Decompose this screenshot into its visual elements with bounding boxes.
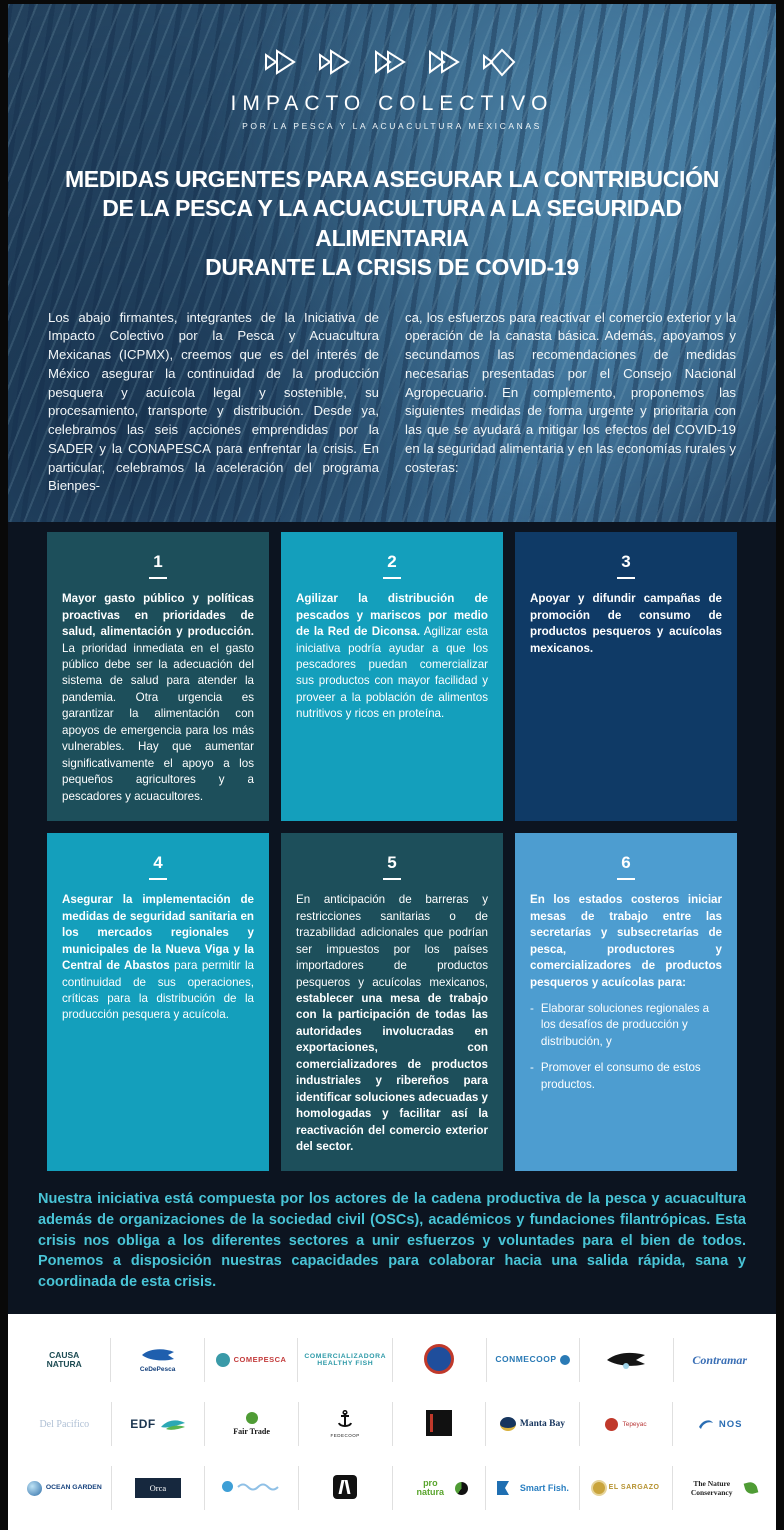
logo-label: Contramar	[692, 1352, 748, 1367]
logo-label: OCEAN GARDEN	[45, 1484, 102, 1492]
fish-icon	[318, 48, 358, 78]
logo-blue-wave	[205, 1466, 299, 1510]
wave-icon	[160, 1417, 186, 1431]
logo-label: NOS	[718, 1418, 743, 1430]
seal-icon	[424, 1344, 454, 1374]
card-3-strong: Apoyar y difundir campañas de promoción de consumo de productos pesqueros y acuícolas mexicanos.	[530, 592, 722, 655]
fish-icon	[480, 48, 520, 78]
card-number: 5	[296, 851, 488, 880]
logo-label: Tepeyac	[622, 1420, 647, 1428]
card-2-strong: Agilizar la distribución de pescados y mariscos por medio de la Red de Diconsa.	[296, 592, 488, 639]
cards-row-2	[47, 833, 737, 1171]
wavy-script-icon	[237, 1482, 281, 1492]
card-5-strong: establecer una mesa de trabajo con la participación de todas las autoridades involucradas en exportaciones, con comercializadores de productos industriales y ribereños para identificar soluciones adecuadas y homologadas y facilitar así la reactivación del comercio exterior del sector.	[296, 991, 489, 1154]
logo-ocean-garden	[18, 1466, 112, 1510]
logo-row-2	[18, 1392, 766, 1456]
card-2-body: Agilizar esta iniciativa podría ayudar a que los pescadores puedan comercializar sus productos con mayor facilidad y proveer a la población de alimentos nutritivos y ricos en proteína.	[296, 625, 488, 721]
hero-section	[8, 4, 776, 522]
intro-paragraphs	[48, 309, 736, 496]
card-number: 4	[62, 851, 254, 880]
cards-row-1	[47, 532, 737, 821]
logo-smartfish	[486, 1466, 580, 1510]
logo-label: COMERCIALIZADORA HEALTHY FISH	[304, 1352, 387, 1368]
logo-label: EDF	[130, 1417, 156, 1432]
logo-label: EL SARGAZO	[608, 1484, 660, 1492]
red-mark-icon	[605, 1418, 618, 1431]
fish-icon	[264, 48, 304, 78]
title-line-2: DE LA PESCA Y LA ACUACULTURA A LA SEGURIDAD ALIMENTARIA	[102, 195, 682, 251]
logo-manta-bay	[486, 1402, 580, 1446]
logo-label: The Nature Conservancy	[690, 1479, 733, 1498]
fish-icon	[372, 48, 412, 78]
measure-card-3	[515, 532, 737, 821]
monogram-icon	[333, 1475, 357, 1499]
logo-nos	[673, 1402, 766, 1446]
logo-label: COMEPESCA	[233, 1355, 287, 1365]
logo-fair-trade	[205, 1402, 299, 1446]
card-number: 3	[530, 550, 722, 579]
card-1-strong: Mayor gasto público y políticas proactivas en prioridades de salud, alimentación y producción.	[62, 592, 254, 639]
logo-label: CeDePesca	[139, 1366, 176, 1374]
fish-flag-icon	[496, 1480, 516, 1496]
marlin-fish-icon	[605, 1349, 647, 1369]
logo-nature-conservancy	[673, 1466, 766, 1510]
fish-swirl-icon	[697, 1417, 715, 1431]
logo-causa-natura	[18, 1338, 111, 1382]
leaf-icon	[743, 1481, 758, 1496]
fish-icon	[426, 48, 466, 78]
dome-icon	[222, 1481, 233, 1492]
logo-el-sargazo	[580, 1466, 674, 1510]
brand-block	[48, 48, 736, 131]
logo-black-emblem	[299, 1466, 393, 1510]
measures-section	[8, 522, 776, 1171]
logo-label: Fair Trade	[233, 1427, 270, 1437]
logo-label: CONMECOOP	[495, 1354, 557, 1365]
logo-fedecoop	[299, 1402, 393, 1446]
card-1-body: La prioridad inmediata en el gasto público debe ser la adecuación del sistema de salud para atender la pandemia. Otra urgencia es garantizar la alimentación con apoyos de emergencia para los más vulnerables. Hay que aumentar significativamente el apoyo a los pequeños agricultores y a pescadores y acuacultores.	[62, 641, 254, 803]
page-title	[48, 165, 736, 283]
intro-column-1: Los abajo firmantes, integrantes de la Iniciativa de Impacto Colectivo por la Pesca y Acuacultura Mexicanas (ICPMX), creemos que es del interés de México asegurar la continuidad de la producción pesquera y acuícola legal y sostenible, su procesamiento, transporte y distribución. Desde ya, celebramos las seis acciones emprendidas por la SADER y la CONAPESCA para enfrentar la crisis. En particular, celebramos la aceleración del programa Bienpes-	[48, 309, 379, 494]
logo-edf	[112, 1402, 206, 1446]
fish-icon	[140, 1347, 176, 1363]
card-4-strong: Asegurar la implementación de medidas de seguridad sanitaria en los mercados regionales y municipales de la Nueva Viga y la Central de Abastos	[62, 893, 254, 973]
logo-kun	[393, 1402, 487, 1446]
intro-column-2: ca, los esfuerzos para reactivar el comercio exterior y la operación de la canasta básica. Además, apoyamos y secundamos las recomendaciones de medidas necesarias presentadas por el Consejo Nacional Agropecuario. En complemento, proponemos las siguientes medidas de forma urgente y prioritaria con las que se ayudará a mitigar los efectos del COVID-19 en la seguridad alimentaria y en las economías rurales y costeras:	[405, 309, 736, 475]
logo-label: Manta Bay	[519, 1419, 565, 1430]
measure-card-2	[281, 532, 503, 821]
card-6-bullets	[530, 1001, 722, 1093]
bullet-item: - Elaborar soluciones regionales a los desafíos de producción y distribución, y	[530, 1001, 722, 1050]
card-4-body: para permitir la continuidad de sus operaciones, críticas para la distribución de la producción pesquera y acuícola.	[62, 959, 254, 1022]
logo-contramar	[674, 1338, 766, 1382]
logo-marlin	[580, 1338, 673, 1382]
logo-label: CAUSA NATURA	[46, 1349, 82, 1370]
logo-orca	[112, 1466, 206, 1510]
fish-logo-icons	[264, 48, 520, 78]
logo-cedepesca	[111, 1338, 204, 1382]
closing-paragraph: Nuestra iniciativa está compuesta por los actores de la cadena productiva de la pesca y acuacultura además de organizaciones de la sociedad civil (OSCs), académicos y fundaciones filantrópicas. Esta crisis nos obliga a los diferentes sectores a unir esfuerzos y voluntades para el bien de todos. Ponemos a disposición nuestras capacidades para colaborar hacia una salida rápida, sana y coordinada de esta crisis.	[8, 1171, 776, 1314]
logo-del-pacifico	[18, 1402, 112, 1446]
org-name: IMPACTO COLECTIVO	[230, 92, 554, 115]
logo-label: Del Pacifico	[39, 1418, 90, 1430]
logo-label: pro natura	[416, 1478, 445, 1498]
swirl-icon	[560, 1355, 570, 1365]
logo-label: Orca	[149, 1483, 167, 1494]
bullet-item: - Promover el consumo de estos productos.	[530, 1060, 722, 1093]
manta-icon	[500, 1417, 516, 1431]
logo-healthy-fish	[298, 1338, 393, 1382]
org-tagline: POR LA PESCA Y LA ACUACULTURA MEXICANAS	[242, 121, 542, 131]
card-number: 2	[296, 550, 488, 579]
logo-pronatura	[393, 1466, 487, 1510]
signatories-footer	[8, 1314, 776, 1530]
leaf-circle-icon	[246, 1412, 258, 1424]
card-6-strong: En los estados costeros iniciar mesas de trabajo entre las secretarías y subsecretarías de pesca, productores y comercializadores de productos pesqueros y acuícolas para:	[530, 893, 722, 989]
logo-row-1	[18, 1328, 766, 1392]
title-line-1: MEDIDAS URGENTES PARA ASEGURAR LA CONTRIBUCIÓN	[64, 166, 720, 192]
globe-icon	[216, 1353, 230, 1367]
logo-tepeyac	[580, 1402, 674, 1446]
measure-card-1	[47, 532, 269, 821]
orca-plate	[135, 1478, 181, 1498]
toucan-icon	[455, 1482, 468, 1495]
logo-row-3	[18, 1456, 766, 1520]
logo-label: Smart Fish.	[519, 1482, 569, 1493]
logo-cooperative-seal	[393, 1338, 486, 1382]
poster	[8, 4, 776, 1498]
logo-label: FEDECOOP	[330, 1433, 360, 1439]
measure-card-6	[515, 833, 737, 1171]
black-square-icon	[426, 1410, 452, 1436]
logo-comepesca	[205, 1338, 298, 1382]
title-line-3: DURANTE LA CRISIS DE COVID-19	[205, 254, 579, 281]
card-number: 6	[530, 851, 722, 880]
sun-icon	[593, 1482, 605, 1494]
card-number: 1	[62, 550, 254, 579]
card-5-body: En anticipación de barreras y restricciones sanitarias o de trazabilidad adicionales que podrían ser impuestos por los países importadores de productos pesqueros y acuícolas mexicanos,	[296, 893, 488, 989]
globe-icon	[27, 1481, 42, 1496]
measure-card-4	[47, 833, 269, 1171]
anchor-icon	[336, 1410, 354, 1430]
logo-conmecoop	[487, 1338, 580, 1382]
measure-card-5	[281, 833, 503, 1171]
